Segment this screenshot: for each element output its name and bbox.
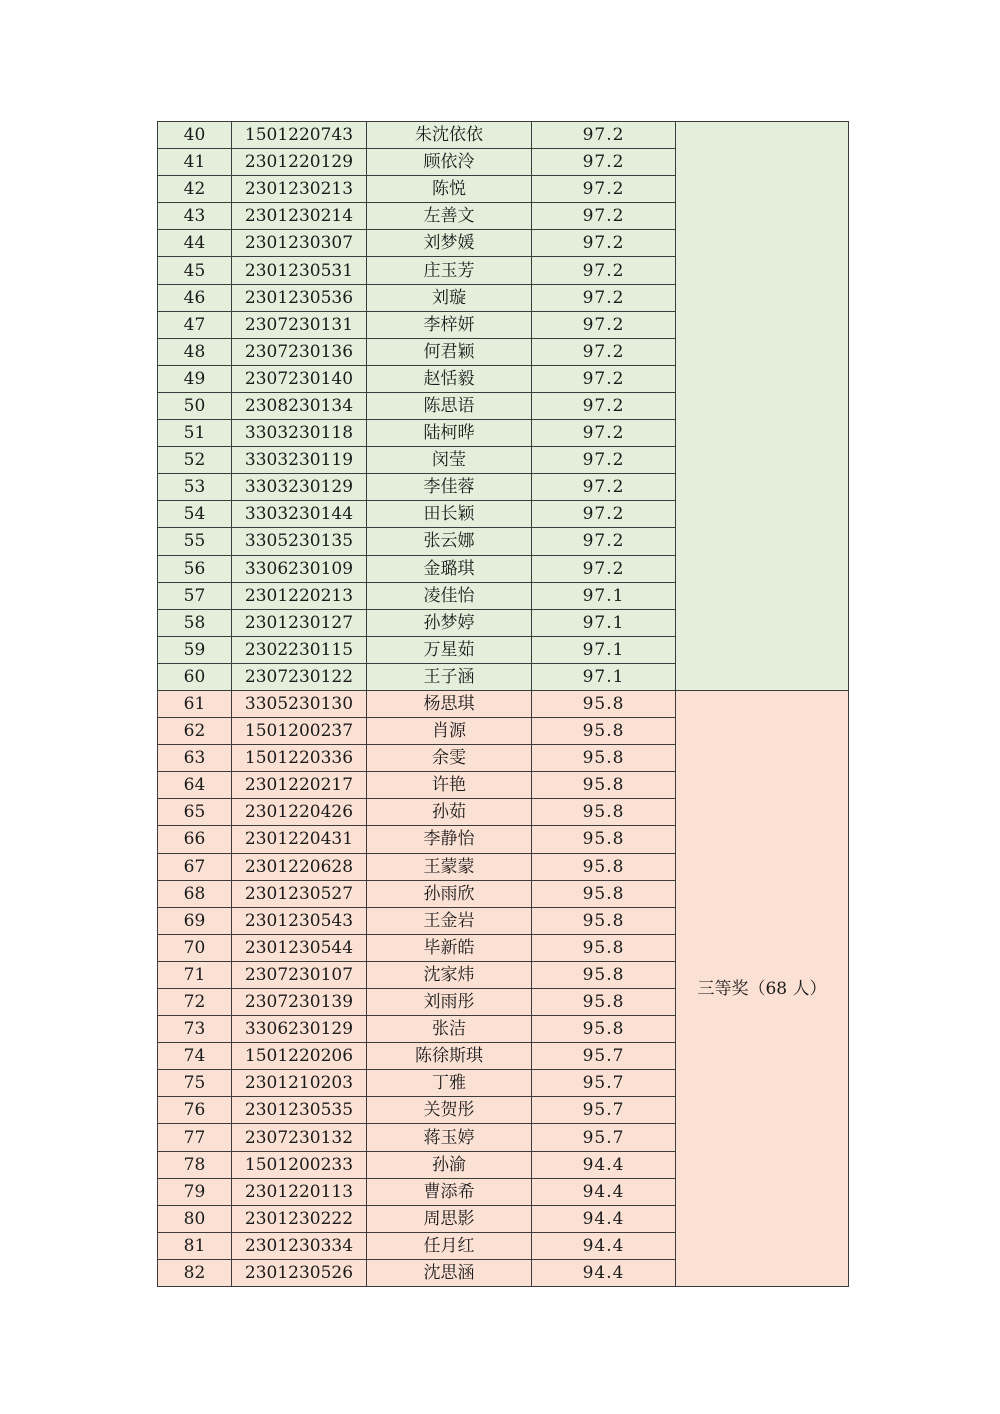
student-name-cell: 肖源 — [367, 718, 532, 745]
score-cell: 97.2 — [532, 365, 676, 392]
row-number-cell: 81 — [158, 1232, 232, 1259]
score-cell: 94.4 — [532, 1232, 676, 1259]
row-number-cell: 79 — [158, 1178, 232, 1205]
row-number-cell: 43 — [158, 203, 232, 230]
student-name-cell: 凌佳怡 — [367, 582, 532, 609]
student-id-cell: 2307230139 — [232, 989, 367, 1016]
student-name-cell: 金璐琪 — [367, 555, 532, 582]
score-cell: 95.7 — [532, 1124, 676, 1151]
student-name-cell: 刘雨彤 — [367, 989, 532, 1016]
score-cell: 97.2 — [532, 230, 676, 257]
row-number-cell: 73 — [158, 1016, 232, 1043]
student-name-cell: 陆柯晔 — [367, 420, 532, 447]
student-id-cell: 2301220628 — [232, 853, 367, 880]
student-name-cell: 王金岩 — [367, 907, 532, 934]
student-id-cell: 2301230214 — [232, 203, 367, 230]
student-id-cell: 2302230115 — [232, 636, 367, 663]
student-name-cell: 庄玉芳 — [367, 257, 532, 284]
row-number-cell: 49 — [158, 365, 232, 392]
student-name-cell: 李静怡 — [367, 826, 532, 853]
score-cell: 97.2 — [532, 420, 676, 447]
student-id-cell: 1501200233 — [232, 1151, 367, 1178]
student-name-cell: 余雯 — [367, 745, 532, 772]
row-number-cell: 82 — [158, 1259, 232, 1286]
score-cell: 97.1 — [532, 609, 676, 636]
student-name-cell: 闵莹 — [367, 447, 532, 474]
score-cell: 95.8 — [532, 718, 676, 745]
row-number-cell: 75 — [158, 1070, 232, 1097]
student-name-cell: 孙雨欣 — [367, 880, 532, 907]
student-name-cell: 杨思琪 — [367, 690, 532, 717]
score-cell: 97.2 — [532, 122, 676, 149]
student-name-cell: 曹添希 — [367, 1178, 532, 1205]
score-cell: 94.4 — [532, 1259, 676, 1286]
score-cell: 95.8 — [532, 853, 676, 880]
score-cell: 95.8 — [532, 690, 676, 717]
score-cell: 95.8 — [532, 1016, 676, 1043]
row-number-cell: 78 — [158, 1151, 232, 1178]
student-id-cell: 2301230213 — [232, 176, 367, 203]
score-cell: 97.2 — [532, 528, 676, 555]
row-number-cell: 77 — [158, 1124, 232, 1151]
row-number-cell: 55 — [158, 528, 232, 555]
student-id-cell: 2301220113 — [232, 1178, 367, 1205]
score-cell: 95.8 — [532, 745, 676, 772]
student-id-cell: 2307230122 — [232, 663, 367, 690]
score-cell: 95.7 — [532, 1097, 676, 1124]
score-cell: 95.8 — [532, 961, 676, 988]
student-name-cell: 朱沈依依 — [367, 122, 532, 149]
score-cell: 97.2 — [532, 257, 676, 284]
row-number-cell: 59 — [158, 636, 232, 663]
student-id-cell: 2301220213 — [232, 582, 367, 609]
row-number-cell: 41 — [158, 149, 232, 176]
row-number-cell: 54 — [158, 501, 232, 528]
student-id-cell: 2307230131 — [232, 311, 367, 338]
score-cell: 95.7 — [532, 1043, 676, 1070]
student-name-cell: 李梓妍 — [367, 311, 532, 338]
row-number-cell: 47 — [158, 311, 232, 338]
row-number-cell: 53 — [158, 474, 232, 501]
student-name-cell: 孙茹 — [367, 799, 532, 826]
row-number-cell: 51 — [158, 420, 232, 447]
student-id-cell: 2301210203 — [232, 1070, 367, 1097]
row-number-cell: 60 — [158, 663, 232, 690]
student-id-cell: 3305230135 — [232, 528, 367, 555]
score-cell: 94.4 — [532, 1205, 676, 1232]
student-name-cell: 陈徐斯琪 — [367, 1043, 532, 1070]
score-cell: 97.2 — [532, 203, 676, 230]
row-number-cell: 66 — [158, 826, 232, 853]
score-cell: 97.2 — [532, 447, 676, 474]
score-cell: 95.8 — [532, 826, 676, 853]
row-number-cell: 63 — [158, 745, 232, 772]
student-id-cell: 1501200237 — [232, 718, 367, 745]
row-number-cell: 65 — [158, 799, 232, 826]
row-number-cell: 62 — [158, 718, 232, 745]
student-id-cell: 2301220426 — [232, 799, 367, 826]
row-number-cell: 64 — [158, 772, 232, 799]
score-cell: 97.2 — [532, 555, 676, 582]
row-number-cell: 48 — [158, 338, 232, 365]
student-name-cell: 任月红 — [367, 1232, 532, 1259]
student-name-cell: 沈家炜 — [367, 961, 532, 988]
student-name-cell: 陈悦 — [367, 176, 532, 203]
student-name-cell: 张云娜 — [367, 528, 532, 555]
student-id-cell: 2301230543 — [232, 907, 367, 934]
student-id-cell: 3303230129 — [232, 474, 367, 501]
student-id-cell: 2307230132 — [232, 1124, 367, 1151]
student-name-cell: 刘梦媛 — [367, 230, 532, 257]
student-name-cell: 张洁 — [367, 1016, 532, 1043]
student-name-cell: 孙渝 — [367, 1151, 532, 1178]
row-number-cell: 52 — [158, 447, 232, 474]
student-id-cell: 3303230144 — [232, 501, 367, 528]
score-cell: 95.8 — [532, 934, 676, 961]
student-id-cell: 3305230130 — [232, 690, 367, 717]
student-name-cell: 左善文 — [367, 203, 532, 230]
row-number-cell: 61 — [158, 690, 232, 717]
row-number-cell: 71 — [158, 961, 232, 988]
student-name-cell: 沈思涵 — [367, 1259, 532, 1286]
student-id-cell: 3303230118 — [232, 420, 367, 447]
table-row — [158, 122, 849, 149]
student-id-cell: 2301230536 — [232, 284, 367, 311]
student-id-cell: 2301220217 — [232, 772, 367, 799]
student-id-cell: 2301220431 — [232, 826, 367, 853]
student-name-cell: 李佳蓉 — [367, 474, 532, 501]
student-id-cell: 1501220206 — [232, 1043, 367, 1070]
score-cell: 97.2 — [532, 284, 676, 311]
student-id-cell: 2308230134 — [232, 392, 367, 419]
student-id-cell: 3306230129 — [232, 1016, 367, 1043]
score-cell: 97.2 — [532, 474, 676, 501]
student-name-cell: 周思影 — [367, 1205, 532, 1232]
student-id-cell: 2301220129 — [232, 149, 367, 176]
award-level-cell: 三等奖（68 人） — [676, 690, 849, 1286]
row-number-cell: 69 — [158, 907, 232, 934]
student-name-cell: 毕新皓 — [367, 934, 532, 961]
student-name-cell: 王蒙蒙 — [367, 853, 532, 880]
student-id-cell: 2301230531 — [232, 257, 367, 284]
student-name-cell: 关贺彤 — [367, 1097, 532, 1124]
score-cell: 97.1 — [532, 582, 676, 609]
row-number-cell: 58 — [158, 609, 232, 636]
row-number-cell: 57 — [158, 582, 232, 609]
score-cell: 97.2 — [532, 501, 676, 528]
student-name-cell: 蒋玉婷 — [367, 1124, 532, 1151]
score-cell: 94.4 — [532, 1151, 676, 1178]
row-number-cell: 80 — [158, 1205, 232, 1232]
student-id-cell: 2301230307 — [232, 230, 367, 257]
row-number-cell: 56 — [158, 555, 232, 582]
student-id-cell: 2301230334 — [232, 1232, 367, 1259]
student-name-cell: 刘璇 — [367, 284, 532, 311]
row-number-cell: 76 — [158, 1097, 232, 1124]
row-number-cell: 40 — [158, 122, 232, 149]
award-level-cell — [676, 122, 849, 691]
score-cell: 97.2 — [532, 338, 676, 365]
row-number-cell: 50 — [158, 392, 232, 419]
table-row — [158, 690, 849, 717]
row-number-cell: 42 — [158, 176, 232, 203]
score-cell: 95.8 — [532, 772, 676, 799]
row-number-cell: 67 — [158, 853, 232, 880]
student-id-cell: 2307230140 — [232, 365, 367, 392]
student-name-cell: 万星茹 — [367, 636, 532, 663]
table-body — [158, 122, 849, 1287]
row-number-cell: 44 — [158, 230, 232, 257]
student-name-cell: 王子涵 — [367, 663, 532, 690]
student-id-cell: 1501220743 — [232, 122, 367, 149]
student-id-cell: 2307230136 — [232, 338, 367, 365]
student-id-cell: 2301230544 — [232, 934, 367, 961]
score-cell: 95.8 — [532, 799, 676, 826]
student-name-cell: 田长颖 — [367, 501, 532, 528]
score-cell: 95.8 — [532, 989, 676, 1016]
student-name-cell: 许艳 — [367, 772, 532, 799]
award-list-table — [157, 121, 849, 1287]
student-id-cell: 2301230222 — [232, 1205, 367, 1232]
student-id-cell: 3303230119 — [232, 447, 367, 474]
student-id-cell: 2301230535 — [232, 1097, 367, 1124]
score-cell: 95.8 — [532, 880, 676, 907]
score-cell: 97.2 — [532, 392, 676, 419]
score-cell: 95.8 — [532, 907, 676, 934]
row-number-cell: 45 — [158, 257, 232, 284]
student-id-cell: 2307230107 — [232, 961, 367, 988]
student-id-cell: 2301230526 — [232, 1259, 367, 1286]
student-name-cell: 丁雅 — [367, 1070, 532, 1097]
row-number-cell: 74 — [158, 1043, 232, 1070]
row-number-cell: 72 — [158, 989, 232, 1016]
student-name-cell: 顾依泠 — [367, 149, 532, 176]
student-name-cell: 陈思语 — [367, 392, 532, 419]
row-number-cell: 46 — [158, 284, 232, 311]
student-name-cell: 孙梦婷 — [367, 609, 532, 636]
score-cell: 97.1 — [532, 663, 676, 690]
student-name-cell: 何君颖 — [367, 338, 532, 365]
student-id-cell: 3306230109 — [232, 555, 367, 582]
score-cell: 95.7 — [532, 1070, 676, 1097]
score-cell: 97.2 — [532, 176, 676, 203]
student-id-cell: 1501220336 — [232, 745, 367, 772]
score-cell: 97.2 — [532, 149, 676, 176]
row-number-cell: 70 — [158, 934, 232, 961]
student-id-cell: 2301230527 — [232, 880, 367, 907]
score-cell: 94.4 — [532, 1178, 676, 1205]
score-cell: 97.2 — [532, 311, 676, 338]
student-name-cell: 赵恬毅 — [367, 365, 532, 392]
row-number-cell: 68 — [158, 880, 232, 907]
score-cell: 97.1 — [532, 636, 676, 663]
student-id-cell: 2301230127 — [232, 609, 367, 636]
